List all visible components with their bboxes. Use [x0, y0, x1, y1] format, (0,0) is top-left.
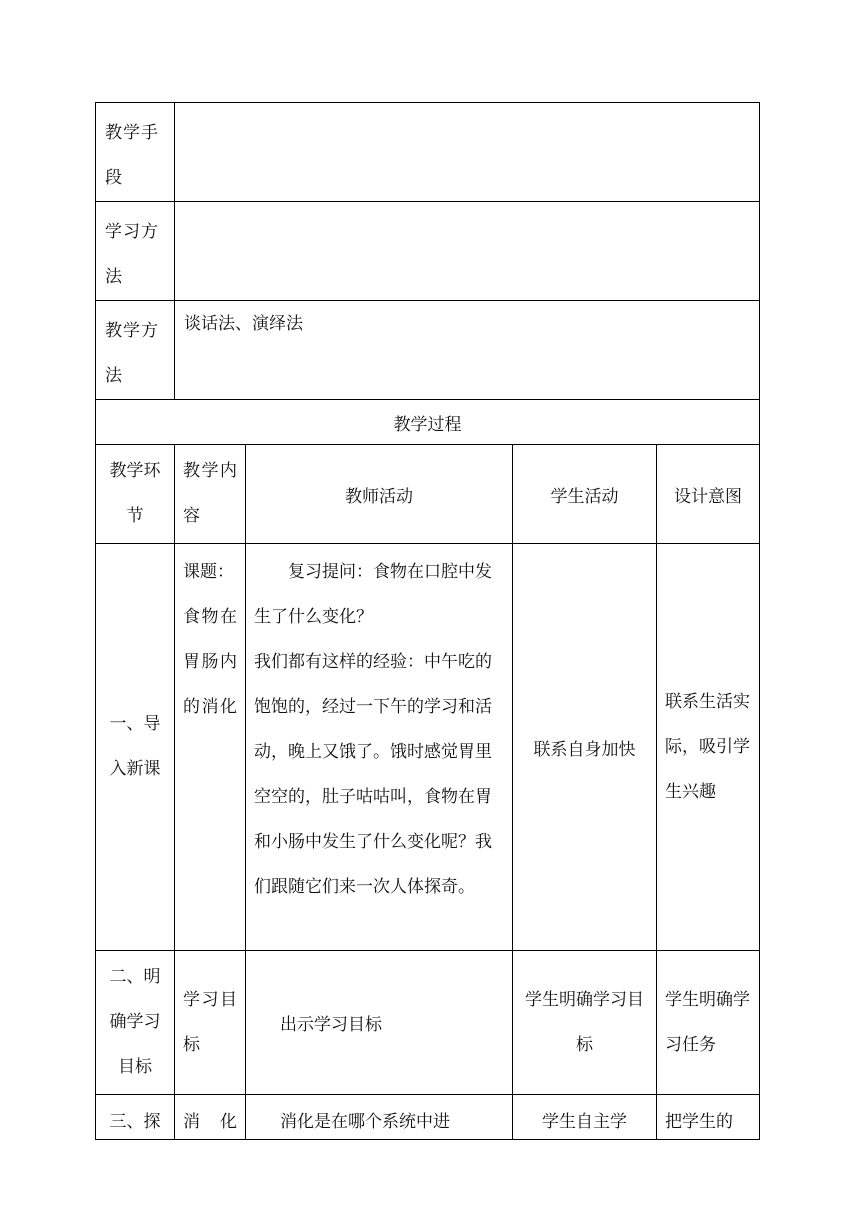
- teaching-means-value: [175, 103, 760, 202]
- process-header-row: [96, 445, 760, 544]
- stage-goals: 二、明确学习目标: [96, 951, 175, 1095]
- process-title: 教学过程: [96, 400, 760, 445]
- teaching-method-label: 教学方法: [96, 301, 175, 400]
- teaching-method-value: 谈话法、演绎法: [175, 301, 760, 400]
- teacher-intro: [246, 544, 513, 951]
- content-explore: 消化: [175, 1095, 246, 1140]
- process-row-intro: [96, 544, 760, 951]
- content-intro: [175, 544, 246, 951]
- learning-method-value: [175, 202, 760, 301]
- teaching-method-row: [96, 301, 760, 400]
- student-intro: 联系自身加快: [513, 544, 657, 951]
- process-row-goals: [96, 951, 760, 1095]
- teaching-means-row: [96, 103, 760, 202]
- learning-method-row: [96, 202, 760, 301]
- teacher-explore: 消化是在哪个系统中进: [246, 1095, 513, 1140]
- header-intent: 设计意图: [657, 445, 760, 544]
- lesson-plan-table: [95, 102, 760, 1140]
- teacher-intro-narrative: 我们都有这样的经验：中午吃的饱饱的，经过一下午的学习和活动，晚上又饿了。饿时感觉胃里空空的，肚子咕咕叫，食物在胃和小肠中发生了什么变化呢？我们跟随它们来一次人体探奇。: [254, 652, 492, 897]
- teaching-means-label: 教学手段: [96, 103, 175, 202]
- teacher-intro-question: 复习提问：食物在口腔中发生了什么变化？: [254, 562, 492, 627]
- teacher-goals: 出示学习目标: [246, 951, 513, 1095]
- student-goals: 学生明确学习目标: [513, 951, 657, 1095]
- process-title-row: [96, 400, 760, 445]
- process-row-explore: [96, 1095, 760, 1140]
- content-goals: 学习目标: [175, 951, 246, 1095]
- content-intro-topic: 食物在胃肠内的消化: [183, 607, 237, 717]
- intent-goals: 学生明确学习任务: [657, 951, 760, 1095]
- stage-intro: 一、导入新课: [96, 544, 175, 951]
- header-student: 学生活动: [513, 445, 657, 544]
- header-teacher: 教师活动: [246, 445, 513, 544]
- header-stage: 教学环节: [96, 445, 175, 544]
- stage-explore: 三、探: [96, 1095, 175, 1140]
- content-intro-prefix: 课题：: [183, 562, 234, 582]
- header-content: 教学内容: [175, 445, 246, 544]
- intent-explore: 把学生的: [657, 1095, 760, 1140]
- intent-intro: 联系生活实际，吸引学生兴趣: [657, 544, 760, 951]
- student-explore: 学生自主学: [513, 1095, 657, 1140]
- learning-method-label: 学习方法: [96, 202, 175, 301]
